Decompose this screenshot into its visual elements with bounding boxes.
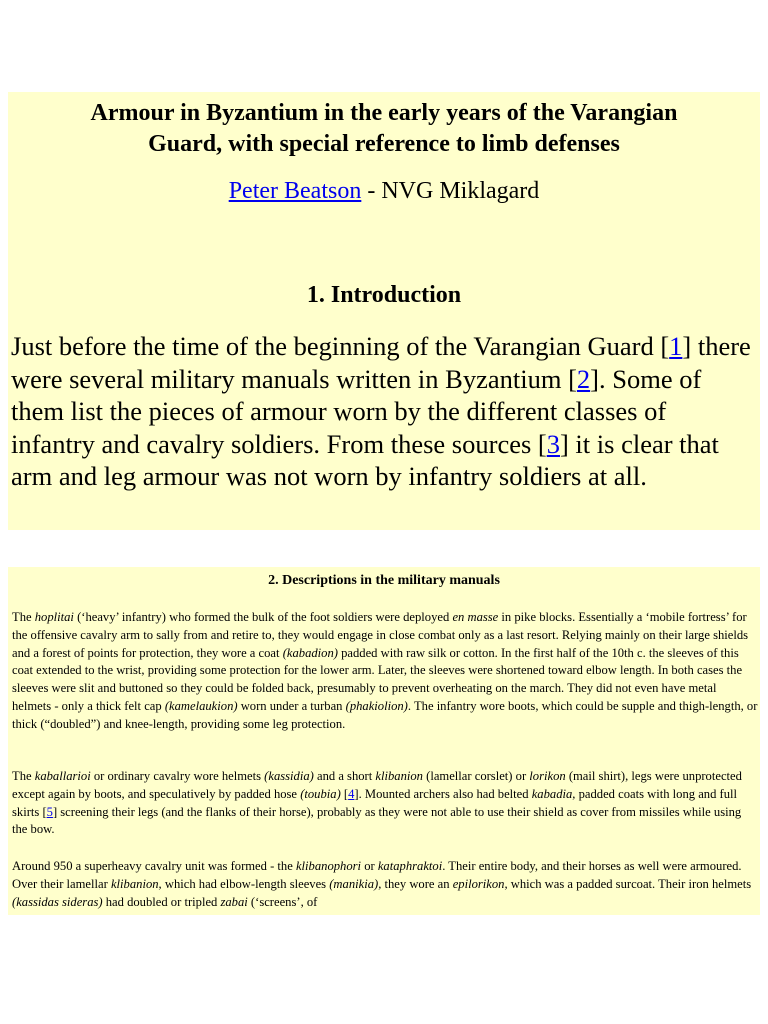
text: [ (340, 786, 349, 801)
title-line-1: Armour in Byzantium in the early years of the Varangian (90, 100, 678, 126)
term: kataphraktoi (377, 859, 443, 873)
text: padded coats with long and full skirts [ (12, 786, 738, 819)
footnote-link-5[interactable]: 5 (46, 804, 53, 819)
introduction-panel (8, 92, 760, 530)
text: Around 950 a superheavy cavalry unit was formed - the (12, 859, 296, 873)
text: which had elbow-length sleeves (161, 876, 330, 891)
intro-text-1: Just before the time of the beginning of the Varangian Guard [ (11, 331, 670, 361)
text: padded with raw silk or cotton. In the first half of the 10th c. the sleeves of this coat extended to the wrist, providing some protection for the lower arm. Later, the sleeves were shortened toward elbow length. In both cases the sleeves were slit and buttoned so they could be folded back, presumably to prevent overheating on the march. They did not even have metal helmets - only a thick felt cap (12, 645, 743, 713)
term: (phakiolion) (345, 698, 408, 713)
text: . Their entire body, and their horses as well were armoured. Over their lamellar (12, 859, 742, 891)
text: (‘screens’, of (247, 894, 318, 909)
text: The (12, 769, 35, 783)
footnote-link-1[interactable]: 1 (669, 331, 683, 361)
term: klibanophori (295, 859, 362, 873)
text: The (12, 610, 35, 624)
text: they wore an (381, 876, 453, 891)
author-affiliation: - NVG Miklagard (361, 178, 540, 204)
title-line-2: Guard, with special reference to limb defenses (148, 131, 620, 157)
paragraph-hoplitai (12, 609, 758, 734)
term: kabadia, (531, 786, 576, 801)
text: . The infantry wore boots, which could be supple and thigh-length, or thick (“doubled”) and knee-length, providing some leg protection. (12, 698, 758, 731)
text: (‘heavy’ infantry) who formed the bulk of the foot soldiers were deployed (73, 610, 453, 624)
term: (toubia) (300, 786, 341, 801)
footnote-link-2[interactable]: 2 (576, 363, 591, 394)
intro-paragraph (11, 330, 755, 493)
page-title (8, 98, 760, 160)
text: which was a padded surcoat. Their iron helmets (507, 876, 752, 891)
section-heading-military-manuals: 2. Descriptions in the military manuals (268, 573, 500, 588)
text: worn under a turban (237, 698, 346, 713)
text: (lamellar corslet) or (422, 769, 530, 783)
section-heading-introduction: 1. Introduction (306, 282, 462, 308)
term: en masse (452, 610, 499, 624)
term: (kassidas sideras) (12, 894, 103, 909)
term: klibanion (375, 769, 423, 783)
military-manuals-panel (8, 567, 760, 915)
term: (manikia), (329, 876, 382, 891)
paragraph-klibanophori (12, 858, 758, 911)
footnote-link-3[interactable]: 3 (546, 428, 560, 459)
term: (kabadion) (282, 645, 338, 660)
text: ] screening their legs (and the flanks of their horse), probably as they were not able to use their shield as cover from missiles while using the bow. (12, 804, 742, 837)
intro-text-4: ] it is clear that arm and leg armour was not worn by infantry soldiers at all. (11, 428, 719, 491)
term: hoplitai (34, 610, 74, 624)
paragraph-kaballarioi (12, 768, 758, 839)
term: lorikon (529, 769, 566, 783)
term: (kassidia) (264, 769, 314, 783)
text: in pike blocks. Essentially a ‘mobile fortress’ for the offensive cavalry arm to sally from and retire to, they would engage in close combat only as a last resort. Relying mainly on their large shields and a forest of points for protection, they wore a coat (12, 610, 749, 660)
term: klibanion, (110, 876, 162, 891)
term: zabai (220, 894, 248, 909)
byline (8, 176, 760, 206)
author-link[interactable]: Peter Beatson (228, 178, 362, 204)
footnote-link-4[interactable]: 4 (348, 786, 355, 801)
intro-text-2: ] there were several military manuals written in Byzantium [ (11, 331, 751, 394)
text: or ordinary cavalry wore helmets (90, 769, 265, 783)
term: kaballarioi (34, 769, 91, 783)
text: ]. Mounted archers also had belted (354, 786, 532, 801)
text: had doubled or tripled (102, 894, 221, 909)
text: or (361, 859, 378, 873)
term: (kamelaukion) (164, 698, 238, 713)
term: epilorikon, (452, 876, 508, 891)
text: and a short (313, 769, 376, 783)
text: (mail shirt), legs were unprotected except again by boots, and speculatively by padded hose (12, 769, 742, 801)
intro-text-3: ]. Some of them list the pieces of armour worn by the different classes of infantry and cavalry soldiers. From these sources [ (11, 363, 702, 459)
